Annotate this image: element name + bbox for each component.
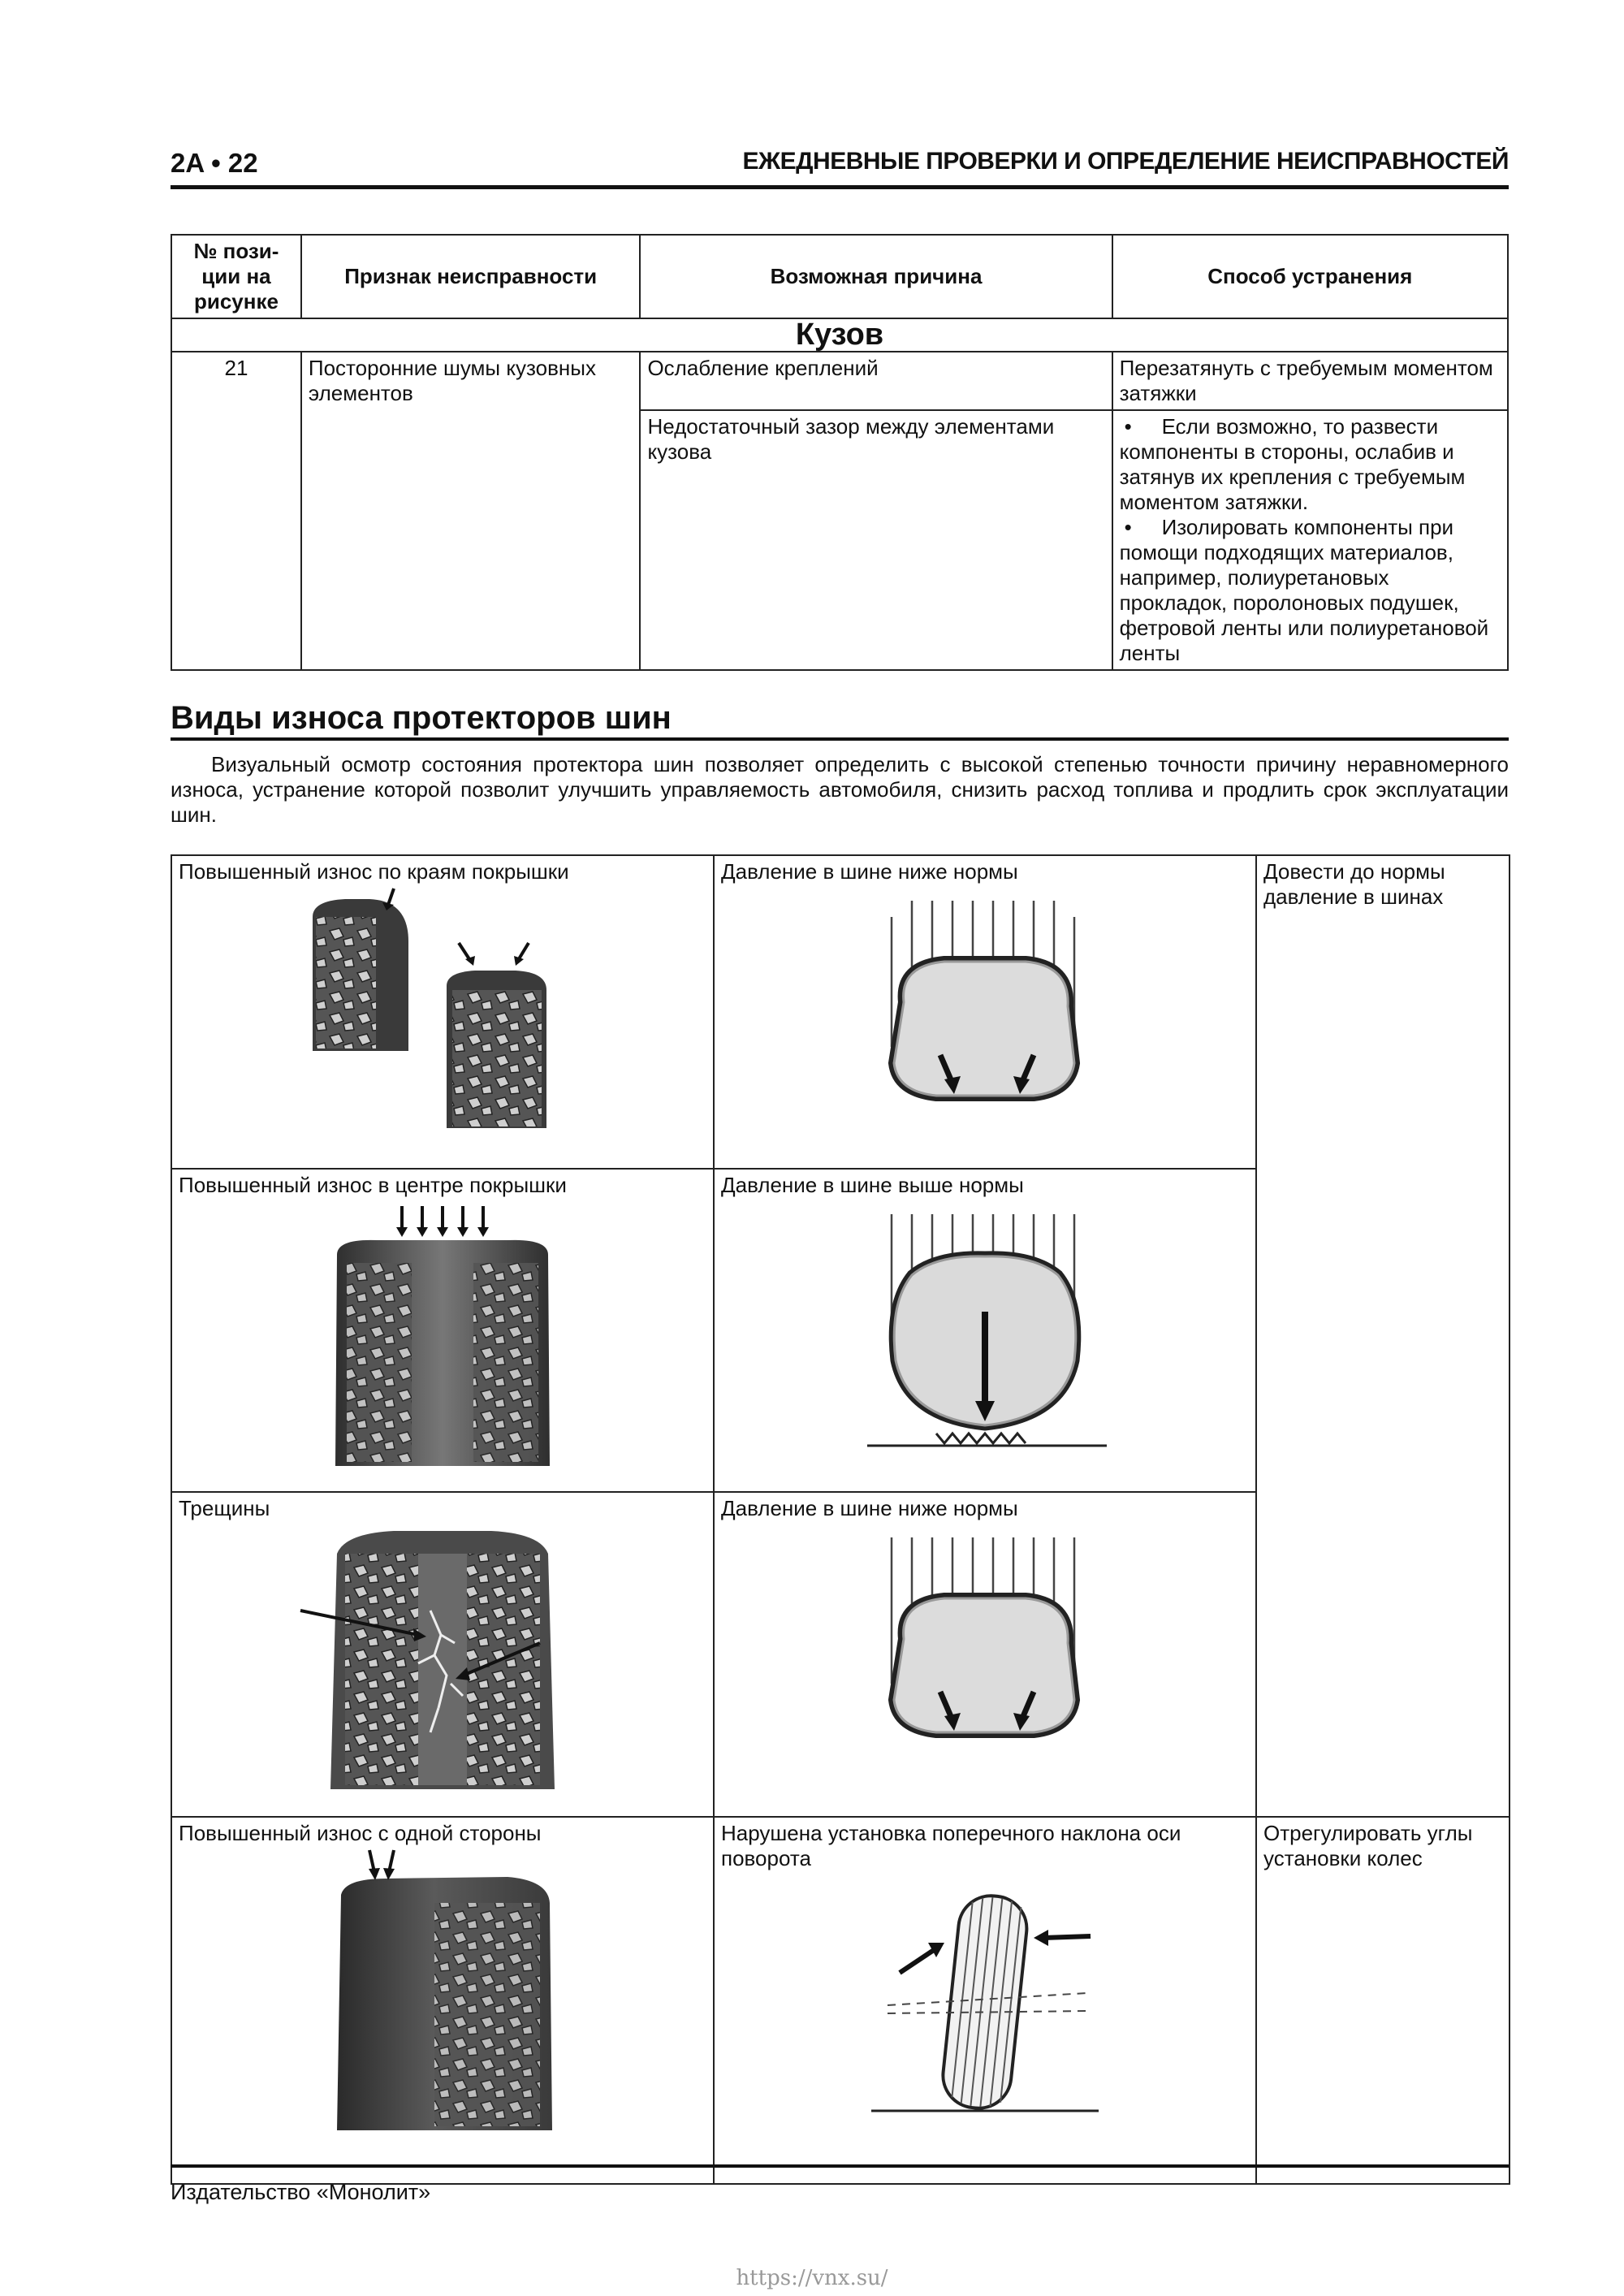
cause-label-high-pressure: Давление в шине выше нормы [721, 1173, 1024, 1197]
tire-high-pressure-illustration [855, 1198, 1115, 1466]
tire-center-wear-illustration [313, 1198, 572, 1474]
wear-label-one-side: Повышенный износ с одной стороны [179, 1821, 542, 1845]
col-header-remedy: Способ устранения [1112, 235, 1508, 318]
remedy-bullet-2: • Изолировать компоненты при помощи подходящих материалов, например, полиуретановых прокладок, поролоновых подушек, фетровой ленты или полиуретановой ленты [1120, 515, 1501, 666]
row-remedy-2 [1112, 410, 1508, 670]
wear-label-center: Повышенный износ в центре покрышки [179, 1173, 567, 1197]
chapter-title: ЕЖЕДНЕВНЫЕ ПРОВЕРКИ И ОПРЕДЕЛЕНИЕ НЕИСПРАВНОСТЕЙ [742, 148, 1509, 175]
publisher: Издательство «Монолит» [171, 2180, 431, 2204]
tire-cracks-illustration [296, 1521, 589, 1797]
row-symptom: Посторонние шумы кузовных элементов [301, 352, 641, 670]
header-rule [171, 185, 1509, 189]
page-number: 2A • 22 [171, 148, 258, 178]
cause-cell-camber [714, 1817, 1256, 2184]
row-cause-1: Ослабление креплений [640, 352, 1112, 410]
footer-rule [171, 2164, 1509, 2168]
wear-cell-cracks [171, 1492, 714, 1817]
wear-cell-edges [171, 855, 714, 1169]
wear-label-cracks: Трещины [179, 1496, 270, 1520]
cause-cell-low-pressure-2 [714, 1492, 1256, 1817]
section-intro: Визуальный осмотр состояния протектора шин позволяет определить с высокой степенью точности причину неравномерного износа, устранение которой позволит улучшить управляемость автомобиля, снизить расход топлива и продлить срок эксплуатации шин. [171, 752, 1509, 827]
remedy-cell-pressure: Довести до нормы давление в шинах [1256, 855, 1510, 1817]
tire-one-side-wear-illustration [313, 1846, 572, 2138]
col-header-cause: Возможная причина [640, 235, 1112, 318]
remedy-cell-alignment: Отрегулировать углы установки колес [1256, 1817, 1510, 2184]
tire-low-pressure-illustration-2 [855, 1521, 1115, 1765]
cause-label-low-pressure-1: Давление в шине ниже нормы [721, 859, 1018, 884]
tire-edge-wear-illustration [272, 884, 613, 1144]
wear-label-edges: Повышенный износ по краям покрышки [179, 859, 569, 884]
wheel-camber-illustration [855, 1871, 1115, 2131]
section-rule [171, 737, 1509, 741]
row-remedy-1: Перезатянуть с требуемым моментом затяжки [1112, 352, 1508, 410]
watermark-link[interactable]: https://vnx.su/ [736, 2266, 888, 2290]
fault-table [171, 234, 1509, 671]
cause-cell-low-pressure-1 [714, 855, 1256, 1169]
wear-cell-center [171, 1169, 714, 1492]
row-cause-2: Недостаточный зазор между элементами кузова [640, 410, 1112, 670]
cause-label-low-pressure-2: Давление в шине ниже нормы [721, 1496, 1018, 1520]
tire-wear-table [171, 854, 1510, 2185]
cause-label-camber: Нарушена установка поперечного наклона оси поворота [721, 1821, 1181, 1870]
cause-cell-high-pressure [714, 1169, 1256, 1492]
row-number: 21 [171, 352, 301, 670]
remedy-bullet-1: • Если возможно, то развести компоненты в стороны, ослабив и затянув их крепления с требуемым моментом затяжки. [1120, 414, 1501, 515]
col-header-position: № пози-ции на рисунке [171, 235, 301, 318]
section-row-body: Кузов [171, 318, 1508, 352]
tire-low-pressure-illustration [855, 884, 1115, 1128]
col-header-symptom: Признак неисправности [301, 235, 641, 318]
section-title: Виды износа протекторов шин [171, 700, 672, 736]
wear-cell-one-side [171, 1817, 714, 2184]
